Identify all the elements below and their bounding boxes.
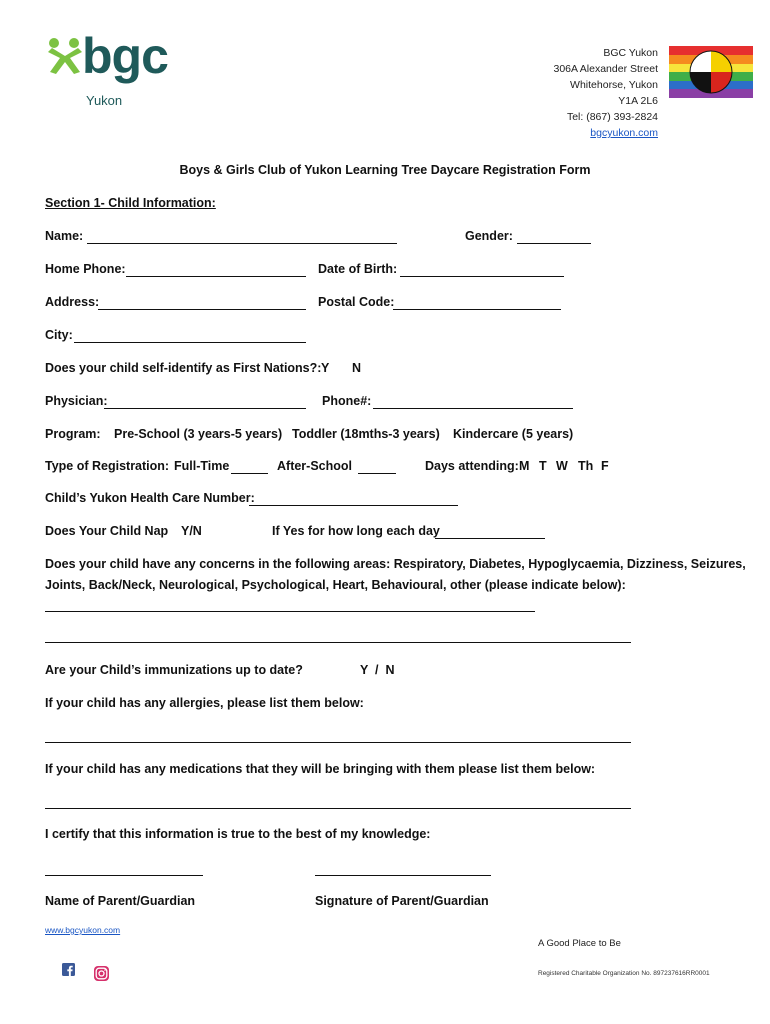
after-school-input[interactable]	[358, 473, 396, 474]
pride-medicine-wheel-flag	[669, 46, 753, 103]
gender-label: Gender:	[465, 229, 513, 243]
postal-code-input[interactable]	[393, 309, 561, 310]
days-attending-label: Days attending:	[425, 459, 519, 473]
full-time-label: Full-Time	[174, 459, 230, 473]
org-name: BGC Yukon	[603, 47, 658, 59]
org-street: 306A Alexander Street	[553, 63, 658, 75]
immunization-yes-no[interactable]: Y / N	[360, 663, 395, 677]
program-option-toddler[interactable]: Toddler (18mths-3 years)	[292, 427, 440, 441]
first-nations-yes[interactable]: Y	[321, 361, 330, 375]
day-thursday[interactable]: Th	[578, 459, 594, 473]
day-friday[interactable]: F	[601, 459, 609, 473]
dob-input[interactable]	[400, 276, 564, 277]
footer-website-link[interactable]: www.bgcyukon.com	[45, 925, 121, 935]
org-tel: Tel: (867) 393-2824	[566, 111, 658, 123]
city-input[interactable]	[74, 342, 306, 343]
form-title: Boys & Girls Club of Yukon Learning Tree Daycare Registration Form	[179, 163, 591, 177]
city-label: City:	[45, 328, 73, 342]
first-nations-no[interactable]: N	[352, 361, 362, 375]
org-website-link[interactable]: bgcyukon.com	[590, 127, 658, 139]
name-input[interactable]	[87, 243, 397, 244]
concerns-input-2[interactable]	[45, 642, 631, 643]
first-nations-question: Does your child self-identify as First Nations?:	[45, 361, 322, 375]
physician-label: Physician:	[45, 394, 108, 408]
flag-icon	[669, 46, 753, 98]
physician-phone-input[interactable]	[373, 408, 573, 409]
parent-name-input[interactable]	[45, 875, 203, 876]
gender-input[interactable]	[517, 243, 591, 244]
parent-signature-input[interactable]	[315, 875, 491, 876]
facebook-icon[interactable]	[62, 963, 75, 981]
day-monday[interactable]: M	[519, 459, 530, 473]
section-title: Section 1- Child Information:	[45, 196, 216, 210]
nap-label: Does Your Child Nap	[45, 524, 169, 538]
health-card-label: Child’s Yukon Health Care Number:	[45, 491, 255, 505]
nap-duration-label: If Yes for how long each day	[272, 524, 440, 538]
home-phone-label: Home Phone:	[45, 262, 126, 276]
bgc-logo-text: bgc	[82, 28, 168, 84]
concerns-line-2: Joints, Back/Neck, Neurological, Psychological, Heart, Behavioural, other (please indicate below):	[45, 578, 626, 592]
day-wednesday[interactable]: W	[556, 459, 568, 473]
org-address	[554, 45, 659, 141]
health-card-input[interactable]	[249, 505, 458, 506]
parent-name-label: Name of Parent/Guardian	[45, 894, 196, 908]
allergies-label: If your child has any allergies, please list them below:	[45, 696, 364, 710]
certify-label: I certify that this information is true to the best of my knowledge:	[45, 827, 431, 841]
parent-signature-label: Signature of Parent/Guardian	[315, 894, 489, 908]
concerns-input-1[interactable]	[45, 611, 535, 612]
bgc-logo	[44, 36, 86, 83]
concerns-line-1: Does your child have any concerns in the following areas: Respiratory, Diabetes, Hypoglycaemia, Dizziness, Seizures,	[45, 557, 746, 571]
name-label: Name:	[45, 229, 84, 243]
charity-registration: Registered Charitable Organization No. 897237616RR0001	[538, 970, 710, 977]
after-school-label: After-School	[277, 459, 352, 473]
immunization-label: Are your Child’s immunizations up to date?	[45, 663, 303, 677]
footer-tagline: A Good Place to Be	[538, 938, 621, 949]
program-label: Program:	[45, 427, 101, 441]
bgc-logo-sub: Yukon	[86, 93, 123, 108]
program-option-preschool[interactable]: Pre-School (3 years-5 years)	[114, 427, 283, 441]
physician-input[interactable]	[104, 408, 306, 409]
day-tuesday[interactable]: T	[539, 459, 547, 473]
instagram-icon[interactable]	[94, 966, 109, 986]
address-label: Address:	[45, 295, 100, 309]
full-time-input[interactable]	[231, 473, 268, 474]
physician-phone-label: Phone#:	[322, 394, 372, 408]
dob-label: Date of Birth:	[318, 262, 398, 276]
home-phone-input[interactable]	[126, 276, 306, 277]
registration-type-label: Type of Registration:	[45, 459, 170, 473]
address-input[interactable]	[98, 309, 306, 310]
nap-yes-no[interactable]: Y/N	[181, 524, 202, 538]
medications-label: If your child has any medications that they will be bringing with them please list them below:	[45, 762, 596, 776]
org-postal: Y1A 2L6	[618, 95, 658, 107]
allergies-input[interactable]	[45, 742, 631, 743]
program-option-kindercare[interactable]: Kindercare (5 years)	[453, 427, 574, 441]
postal-code-label: Postal Code:	[318, 295, 395, 309]
nap-duration-input[interactable]	[435, 538, 545, 539]
bgc-figure-icon	[44, 36, 86, 78]
medications-input[interactable]	[45, 808, 631, 809]
org-city: Whitehorse, Yukon	[570, 79, 658, 91]
